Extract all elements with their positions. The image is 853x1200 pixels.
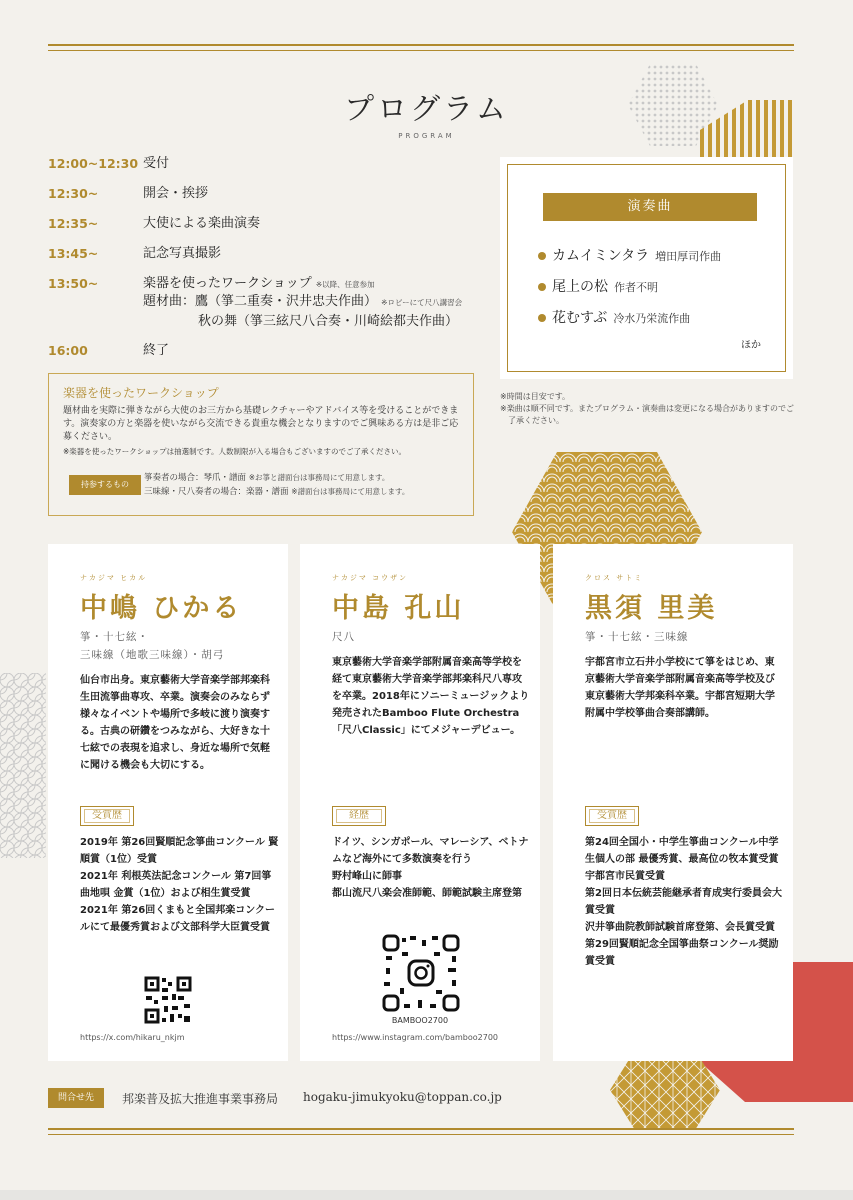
section-label: 受賞歴 [80,806,134,826]
schedule-time: 12:30~ [48,186,99,201]
performer-card [553,544,793,1061]
page-subtitle: PROGRAM [398,132,455,140]
profile-url[interactable]: https://www.instagram.com/bamboo2700 [332,1033,498,1042]
repertoire-item [538,276,658,296]
schedule-event: 受付 [143,156,170,171]
schedule-event: 記念写真撮影 [143,246,222,261]
list-item: 沢井箏曲院教師試験首席登第、会長賞受賞 [585,922,775,933]
list-item: 第2回日本伝統芸能継承者育成実行委員会大賞受賞 [585,888,782,916]
asanoha-hexagon-decoration [610,1050,720,1130]
schedule-time: 12:35~ [48,216,99,231]
performer-name: 中島 孔山 [332,593,465,624]
bring-note: ※譜面台は事務局にて用意します。 [291,487,410,496]
performer-instruments: 箏・十七絃・ 三味線（地歌三味線）・胡弓 [80,631,225,661]
bring-note: ※お箏と譜面台は事務局にて用意します。 [248,473,390,482]
piece-composer: 冷水乃栄流作曲 [613,312,691,325]
section-label: 受賞歴 [585,806,639,826]
performer-instruments: 尺八 [332,631,355,643]
schedule-event: 題材曲：鷹（箏二重奏・沢井忠夫作曲） [143,294,378,309]
list-item: 第24回全国小・中学生箏曲コンクール中学生個人の部 最優秀賞、最高位の牧本賞受賞 [585,837,779,865]
workshop-note: ※楽器を使ったワークショップは抽選制です。人数制限が入る場合もございますのでご了承ください。 [63,447,407,456]
bring-item: 箏奏者の場合：琴爪・譜面 [144,473,247,483]
list-item: 2019年 第26回賢順記念箏曲コンクール 賢順賞（1位）受賞 [80,837,279,865]
note-line: ※楽曲は順不同です。またプログラム・演奏曲は変更になる場合がありますのでご了承ください。 [500,404,794,425]
repertoire-heading: 演奏曲 [543,193,757,221]
ring-pattern-decoration [0,673,50,858]
performer-name: 中嶋 ひかる [80,593,243,624]
schedule-note: ※以降、任意参加 [315,280,375,289]
list-item: 宇都宮市民賞受賞 [585,871,665,882]
note-line: ※時間は目安です。 [500,392,571,401]
piece-title: 花むすぶ [552,310,608,326]
schedule-event: 大使による楽曲演奏 [143,216,261,231]
piece-title: 尾上の松 [552,279,608,295]
piece-composer: 作者不明 [614,281,658,294]
top-rule [48,44,794,51]
section-label: 経歴 [332,806,386,826]
workshop-heading: 楽器を使ったワークショップ [63,386,219,400]
piece-composer: 増田厚司作曲 [655,250,722,263]
workshop-box [48,373,474,516]
profile-url[interactable]: https://x.com/hikaru_nkjm [80,1033,185,1042]
performer-bio: 東京藝術大学音楽学部附属音楽高等学校を経て東京藝術大学音楽学部邦楽科尺八専攻を卒業。2018年にソニーミュージックより発売されたBamboo Flute Orchestra「尺八Classic」にてメジャーデビュー。 [332,657,530,736]
history-list [332,834,532,902]
performer-bio: 宇都宮市立石井小学校にて箏をはじめ、東京藝術大学音楽学部附属音楽高等学校及び東京藝術大学邦楽科卒業。宇都宮短期大学附属中学校箏曲合奏部講師。 [585,657,775,719]
award-list [80,834,280,936]
schedule-time: 13:50~ [48,276,99,291]
contact-email[interactable]: hogaku-jimukyoku@toppan.co.jp [303,1090,502,1104]
schedule-time: 13:45~ [48,246,99,261]
instagram-qr-code-icon[interactable] [382,934,460,1012]
repertoire-item [538,245,721,265]
list-item: 野村峰山に師事 [332,871,402,882]
performer-bio: 仙台市出身。東京藝術大学音楽学部邦楽科生田流箏曲専攻、卒業。演奏会のみならず様々なイベントや場所で多岐に渡り演奏する。古典の研鑽をつみながら、大好きな十七絃での表現を追求し、身近な場所で気軽に聞ける機会も大切にする。 [80,675,270,771]
performer-name: 黒須 里美 [585,593,718,624]
qr-caption: BAMBOO2700 [391,1016,449,1025]
list-item: ドイツ、シンガポール、マレーシア、ベトナムなど海外にて多数演奏を行う [332,837,529,865]
performer-kana: ナカジマ コウザン [332,574,408,582]
repertoire-item [538,307,690,327]
schedule-time: 12:00~12:30 [48,156,139,171]
list-item: 2021年 利根英法記念コンクール 第7回箏曲地唄 金賞（1位）および相生賞受賞 [80,871,272,899]
list-item: 2021年 第26回くまもと全国邦楽コンクールにて最優秀賞および文部科学大臣賞受賞 [80,905,276,933]
performer-kana: クロス サトミ [585,574,644,582]
contact-label: 問合せ先 [48,1088,104,1108]
award-list [585,834,785,970]
schedule-event: 開会・挨拶 [143,186,209,201]
qr-code-icon[interactable] [144,976,192,1024]
schedule-event: 楽器を使ったワークショップ [143,276,312,291]
performer-instruments: 箏・十七絃・三味線 [585,631,689,643]
contact-org: 邦楽普及拡大推進事業事務局 [122,1092,279,1106]
performer-kana: ナカジマ ヒカル [80,574,148,582]
piece-title: カムイミンタラ [552,248,650,264]
page-title: プログラム [344,92,509,127]
schedule-time: 16:00 [48,343,88,358]
list-item: 都山流尺八楽会准師範、師範試験主席登第 [332,888,522,899]
repertoire-box [500,157,793,379]
schedule-note: ※ロビーにて尺八講習会 [381,298,463,307]
performer-card [300,544,540,1061]
repertoire-etc: ほか [741,340,761,351]
schedule-event: 秋の舞（箏三絃尺八合奏・川崎絵都夫作曲） [198,314,459,329]
notes [500,391,800,427]
bring-label: 持参するもの [69,475,141,495]
bottom-rule [48,1128,794,1135]
workshop-body: 題材曲を実際に弾きながら大使のお三方から基礎レクチャーやアドバイス等を受けることができます。演奏家の方と楽器を使いながら交流できる貴重な機会となりますのでご興味ある方は是非ご応募ください。 [63,406,459,442]
bring-item: 三味線・尺八奏者の場合：楽器・譜面 [144,487,289,497]
performer-card [48,544,288,1061]
list-item: 第29回賢順記念全国箏曲祭コンクール奨励賞受賞 [585,939,779,967]
schedule-event: 終了 [143,343,170,358]
